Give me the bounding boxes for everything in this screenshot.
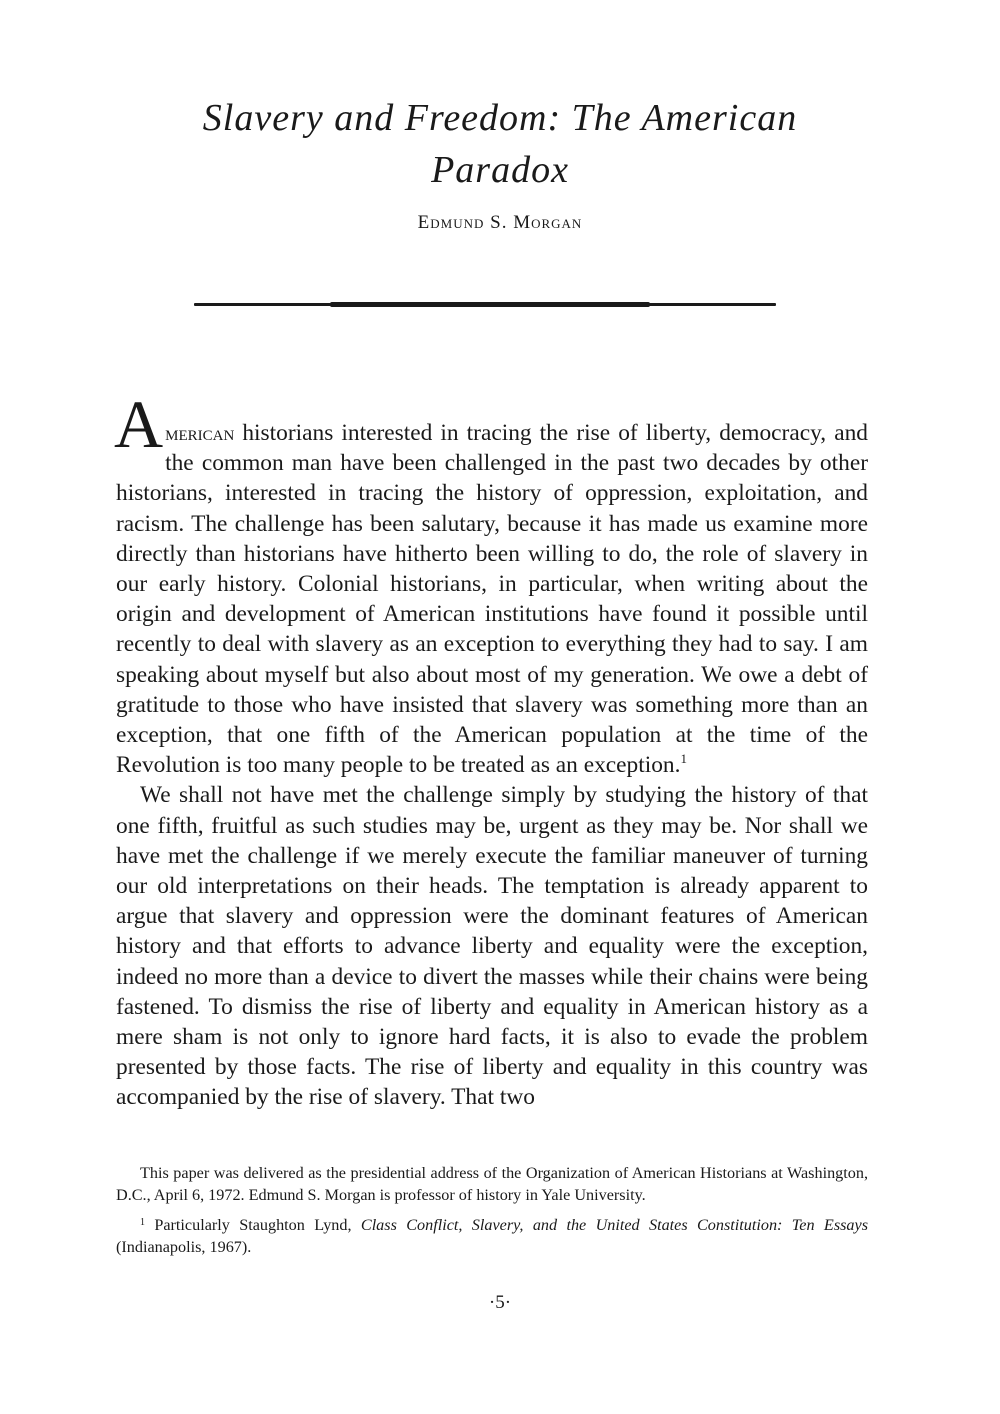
title-line-1: Slavery and Freedom: The American	[202, 97, 798, 139]
article-title	[150, 92, 850, 196]
body-paragraph-1	[114, 386, 868, 780]
author-name: Edmund S. Morgan	[417, 212, 583, 233]
footnote-presidential-address: This paper was delivered as the presidential address of the Organization of American Historians at Washington, D.C., April 6, 1972. Edmund S. Morgan is professor of history in Yale University.	[116, 1164, 868, 1204]
body-paragraph-2: We shall not have met the challenge simply by studying the history of that one fifth, fruitful as such studies may be, urgent as they may be. Nor shall we have met the challenge if we merely execute the familiar maneuver of turning our old interpretations on their heads. The temptation is already apparent to argue that slavery and oppression were the dominant features of American history and that efforts to advance liberty and equality were the exception, indeed no more than a device to divert the masses while their chains were being fastened. To dismiss the rise of liberty and equality in American history as a mere sham is not only to ignore hard facts, it is also to evade the problem presented by those facts. The rise of liberty and equality in this country was accompanied by the rise of slavery. That two	[116, 782, 868, 1111]
title-line-2: Paradox	[431, 149, 569, 191]
footnote-1-suffix: (Indianapolis, 1967).	[116, 1237, 252, 1256]
title-divider-center	[330, 302, 650, 307]
footnote-ref-1: 1	[680, 751, 687, 767]
footnote-1-book-title: Class Conflict, Slavery, and the United States Constitution: Ten Essays	[360, 1216, 868, 1235]
page-number: ·5·	[488, 1292, 512, 1313]
drop-cap: A	[114, 386, 164, 462]
lead-small-caps: merican	[165, 420, 235, 445]
article-body	[114, 386, 868, 1113]
footnotes	[116, 1163, 868, 1267]
footnote-1-marker: 1	[140, 1217, 145, 1229]
footnote-1	[116, 1215, 868, 1258]
paragraph-1-text: historians interested in tracing the rise of liberty, democracy, and the common man have been challenged in the past two decades by other historians, interested in tracing the history of oppression, exploitation, and racism. The challenge has been salutary, because it has made us examine more directly than historians have hitherto been willing to do, the role of slavery in our early history. Colonial historians, in particular, when writing about the origin and development of American institutions have found it possible until recently to deal with slavery as an exception to everything they had to say. I am speaking about myself but also about most of my generation. We owe a debt of gratitude to those who have insisted that slavery was something more than an exception, that one fifth of the American population at the time of the Revolution is too many people to be treated as an exception.	[116, 420, 868, 779]
footnote-1-prefix: Particularly Staughton Lynd,	[145, 1216, 361, 1235]
